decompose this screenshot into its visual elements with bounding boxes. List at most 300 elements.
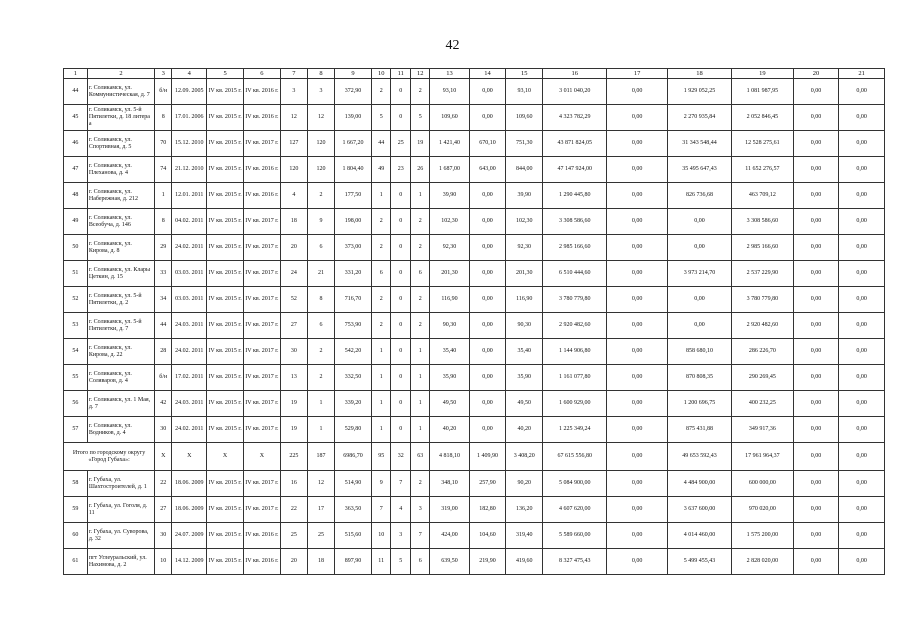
table-cell: IV кв. 2017 г. <box>244 235 281 261</box>
table-cell: 257,90 <box>469 471 506 497</box>
column-header: 9 <box>335 69 372 79</box>
address-cell: г. Соликамск, ул. Кирова, д. 8 <box>87 235 154 261</box>
table-cell: 0,00 <box>839 365 885 391</box>
table-cell: 23 <box>391 157 411 183</box>
table-cell: 6 <box>410 549 430 575</box>
table-cell: 19 <box>410 131 430 157</box>
table-cell: 12 <box>307 105 334 131</box>
address-cell: г. Соликамск, ул. Водников, д. 4 <box>87 417 154 443</box>
table-cell: 0,00 <box>607 391 668 417</box>
table-cell: 03.03. 2011 <box>172 287 207 313</box>
table-cell: 0,00 <box>839 523 885 549</box>
table-cell: 0,00 <box>607 79 668 105</box>
table-cell: 0,00 <box>839 105 885 131</box>
table-cell: 92,30 <box>506 235 543 261</box>
table-cell: 31 343 548,44 <box>667 131 731 157</box>
table-cell: 0,00 <box>793 287 839 313</box>
column-header: 1 <box>64 69 88 79</box>
table-cell: 1 687,00 <box>430 157 469 183</box>
table-cell: 0,00 <box>469 209 506 235</box>
table-cell: 139,00 <box>335 105 372 131</box>
table-cell: 0,00 <box>607 261 668 287</box>
column-header: 6 <box>244 69 281 79</box>
table-cell: 35 495 647,43 <box>667 157 731 183</box>
table-cell: 90,30 <box>430 313 469 339</box>
table-cell: 24.02. 2011 <box>172 417 207 443</box>
column-header: 12 <box>410 69 430 79</box>
table-cell: 12 528 275,61 <box>731 131 793 157</box>
table-row <box>64 183 885 209</box>
column-header: 4 <box>172 69 207 79</box>
table-row <box>64 471 885 497</box>
table-cell: 0,00 <box>607 339 668 365</box>
table-cell: 3 973 214,70 <box>667 261 731 287</box>
table-cell: 0 <box>391 287 411 313</box>
table-cell: 3 780 779,80 <box>731 287 793 313</box>
table-cell: 332,50 <box>335 365 372 391</box>
table-cell: 2 920 482,60 <box>731 313 793 339</box>
total-cell: 1 409,90 <box>469 443 506 471</box>
table-cell: IV кв. 2015 г. <box>207 79 244 105</box>
total-cell: 225 <box>280 443 307 471</box>
table-cell: 970 020,00 <box>731 497 793 523</box>
table-cell: IV кв. 2016 г. <box>244 523 281 549</box>
table-cell: 0,00 <box>469 391 506 417</box>
table-cell: 27 <box>155 497 172 523</box>
table-cell: 30 <box>155 523 172 549</box>
table-cell: 0,00 <box>839 417 885 443</box>
table-cell: 53 <box>64 313 88 339</box>
table-cell: 1 667,20 <box>335 131 372 157</box>
total-cell: 0,00 <box>793 443 839 471</box>
table-cell: 19 <box>280 417 307 443</box>
total-cell: X <box>155 443 172 471</box>
table-cell: 670,10 <box>469 131 506 157</box>
table-cell: 0,00 <box>793 79 839 105</box>
column-header: 19 <box>731 69 793 79</box>
table-cell: 22 <box>155 471 172 497</box>
table-cell: 0,00 <box>607 365 668 391</box>
column-header: 3 <box>155 69 172 79</box>
table-cell: 33 <box>155 261 172 287</box>
table-cell: 0,00 <box>793 497 839 523</box>
column-header: 15 <box>506 69 543 79</box>
total-label: Итого по городскому округу «Город Губаха»: <box>64 443 155 471</box>
table-cell: 18.06. 2009 <box>172 497 207 523</box>
total-cell: X <box>244 443 281 471</box>
table-cell: 55 <box>64 365 88 391</box>
table-cell: 870 808,35 <box>667 365 731 391</box>
table-cell: 0 <box>391 79 411 105</box>
total-cell: 187 <box>307 443 334 471</box>
table-cell: 4 484 900,00 <box>667 471 731 497</box>
column-header: 10 <box>371 69 391 79</box>
table-cell: 515,60 <box>335 523 372 549</box>
table-cell: IV кв. 2017 г. <box>244 471 281 497</box>
address-cell: г. Соликамск, ул. 5-й Пятилетки, д. 18 литера а <box>87 105 154 131</box>
table-cell: 102,30 <box>506 209 543 235</box>
table-cell: 48 <box>64 183 88 209</box>
table-cell: 1 <box>371 339 391 365</box>
table-cell: 127 <box>280 131 307 157</box>
table-cell: 12.01. 2011 <box>172 183 207 209</box>
table-cell: 643,00 <box>469 157 506 183</box>
table-row <box>64 339 885 365</box>
table-row <box>64 235 885 261</box>
table-cell: IV кв. 2015 г. <box>207 183 244 209</box>
table-cell: 1 600 929,00 <box>543 391 607 417</box>
table-cell: 19 <box>280 391 307 417</box>
table-cell: IV кв. 2015 г. <box>207 131 244 157</box>
table-cell: 1 <box>371 391 391 417</box>
table-cell: 2 <box>410 287 430 313</box>
table-cell: 2 <box>410 209 430 235</box>
table-cell: 0,00 <box>793 523 839 549</box>
table-cell: 21 <box>307 261 334 287</box>
table-cell: 3 <box>391 523 411 549</box>
table-cell: IV кв. 2015 г. <box>207 261 244 287</box>
table-cell: 0,00 <box>839 261 885 287</box>
table-cell: 844,00 <box>506 157 543 183</box>
table-cell: 11 652 276,57 <box>731 157 793 183</box>
table-cell: 0,00 <box>839 235 885 261</box>
table-cell: 0,00 <box>839 287 885 313</box>
table-cell: 0,00 <box>839 183 885 209</box>
column-header: 20 <box>793 69 839 79</box>
table-row <box>64 313 885 339</box>
table-cell: 57 <box>64 417 88 443</box>
table-cell: 0,00 <box>793 471 839 497</box>
column-header: 11 <box>391 69 411 79</box>
table-cell: 201,30 <box>430 261 469 287</box>
table-cell: 4 607 620,00 <box>543 497 607 523</box>
table-cell: 2 <box>410 235 430 261</box>
table-cell: 0,00 <box>793 209 839 235</box>
table-cell: 0 <box>391 417 411 443</box>
table-cell: 2 <box>410 471 430 497</box>
table-row <box>64 131 885 157</box>
column-header: 17 <box>607 69 668 79</box>
table-cell: 1 929 052,25 <box>667 79 731 105</box>
table-cell: 600 000,00 <box>731 471 793 497</box>
table-cell: 0,00 <box>469 339 506 365</box>
table-row <box>64 417 885 443</box>
table-cell: IV кв. 2016 г. <box>244 157 281 183</box>
table-cell: 43 871 824,05 <box>543 131 607 157</box>
table-cell: 286 226,70 <box>731 339 793 365</box>
address-cell: г. Губаха, ул. Гоголя, д. 11 <box>87 497 154 523</box>
table-cell: 35,90 <box>506 365 543 391</box>
table-cell: 39,90 <box>430 183 469 209</box>
table-row <box>64 261 885 287</box>
table-cell: 0,00 <box>839 79 885 105</box>
table-cell: 7 <box>410 523 430 549</box>
table-cell: 8 327 475,43 <box>543 549 607 575</box>
table-cell: 6 510 444,60 <box>543 261 607 287</box>
table-cell: 35,40 <box>430 339 469 365</box>
table-cell: 24.02. 2011 <box>172 339 207 365</box>
table-cell: 1 <box>371 183 391 209</box>
table-cell: 45 <box>64 105 88 131</box>
table-cell: 897,90 <box>335 549 372 575</box>
table-cell: 0,00 <box>667 287 731 313</box>
table-cell: 875 431,88 <box>667 417 731 443</box>
table-cell: 47 147 924,00 <box>543 157 607 183</box>
table-cell: 0,00 <box>793 417 839 443</box>
table-cell: 92,30 <box>430 235 469 261</box>
table-cell: 4 <box>280 183 307 209</box>
table-cell: 0,00 <box>839 209 885 235</box>
table-cell: 339,20 <box>335 391 372 417</box>
table-cell: 319,40 <box>506 523 543 549</box>
table-cell: 59 <box>64 497 88 523</box>
table-cell: 0 <box>391 365 411 391</box>
table-cell: 0,00 <box>793 365 839 391</box>
table-cell: 6 <box>307 235 334 261</box>
table-cell: IV кв. 2015 г. <box>207 339 244 365</box>
table-cell: 1 290 445,80 <box>543 183 607 209</box>
table-cell: 0,00 <box>469 105 506 131</box>
header-row <box>64 69 885 79</box>
table-cell: 5 084 900,00 <box>543 471 607 497</box>
table-cell: 3 <box>410 497 430 523</box>
table-cell: 70 <box>155 131 172 157</box>
table-cell: 44 <box>371 131 391 157</box>
address-cell: пгт Углеуральский, ул. Нахимова, д. 2 <box>87 549 154 575</box>
table-cell: 6 <box>410 261 430 287</box>
table-cell: IV кв. 2015 г. <box>207 365 244 391</box>
table-cell: 2 <box>371 209 391 235</box>
table-cell: 1 <box>410 183 430 209</box>
table-cell: 3 <box>307 79 334 105</box>
table-cell: 34 <box>155 287 172 313</box>
total-cell: 95 <box>371 443 391 471</box>
table-cell: 2 <box>307 365 334 391</box>
table-cell: 17.02. 2011 <box>172 365 207 391</box>
table-cell: 1 225 349,24 <box>543 417 607 443</box>
table-cell: 12 <box>307 471 334 497</box>
table-cell: 16 <box>280 471 307 497</box>
table-cell: 13 <box>280 365 307 391</box>
table-cell: 2 <box>410 313 430 339</box>
table-cell: 120 <box>280 157 307 183</box>
table-cell: 419,60 <box>506 549 543 575</box>
table-cell: IV кв. 2015 г. <box>207 391 244 417</box>
table-cell: 826 736,68 <box>667 183 731 209</box>
table-cell: 50 <box>64 235 88 261</box>
total-cell: 6986,70 <box>335 443 372 471</box>
table-cell: 0,00 <box>793 105 839 131</box>
table-cell: 3 011 040,20 <box>543 79 607 105</box>
table-cell: 5 <box>391 549 411 575</box>
table-cell: 753,90 <box>335 313 372 339</box>
table-cell: 5 589 660,00 <box>543 523 607 549</box>
table-cell: 18 <box>307 549 334 575</box>
table-row <box>64 287 885 313</box>
table-row <box>64 209 885 235</box>
table-cell: 42 <box>155 391 172 417</box>
total-cell: 67 615 556,80 <box>543 443 607 471</box>
table-cell: 0,00 <box>607 497 668 523</box>
table-cell: 1 144 906,80 <box>543 339 607 365</box>
table-cell: 2 <box>307 183 334 209</box>
table-cell: 39,90 <box>506 183 543 209</box>
table-cell: 331,20 <box>335 261 372 287</box>
table-cell: 0,00 <box>607 313 668 339</box>
table-cell: 5 <box>410 105 430 131</box>
table-cell: 30 <box>155 417 172 443</box>
total-cell: 17 961 964,37 <box>731 443 793 471</box>
table-cell: 2 985 166,60 <box>731 235 793 261</box>
table-cell: 20 <box>280 549 307 575</box>
table-cell: 24.03. 2011 <box>172 313 207 339</box>
table-cell: 7 <box>371 497 391 523</box>
table-cell: 49,50 <box>430 391 469 417</box>
table-cell: 51 <box>64 261 88 287</box>
table-cell: 44 <box>64 79 88 105</box>
table-cell: 0 <box>391 209 411 235</box>
table-cell: 0 <box>391 183 411 209</box>
table-cell: 2 052 846,45 <box>731 105 793 131</box>
table-cell: 463 709,12 <box>731 183 793 209</box>
column-header: 5 <box>207 69 244 79</box>
table-cell: 2 985 166,60 <box>543 235 607 261</box>
address-cell: г. Соликамск, ул. Клары Цеткин, д. 15 <box>87 261 154 287</box>
table-cell: 1 200 696,75 <box>667 391 731 417</box>
table-cell: IV кв. 2015 г. <box>207 523 244 549</box>
table-cell: 0,00 <box>793 183 839 209</box>
address-cell: г. Соликамск, ул. Всеобуча, д. 146 <box>87 209 154 235</box>
table-cell: IV кв. 2017 г. <box>244 391 281 417</box>
table-cell: 0,00 <box>839 131 885 157</box>
table-cell: 2 <box>307 339 334 365</box>
table-cell: 52 <box>280 287 307 313</box>
table-cell: 17.01. 2006 <box>172 105 207 131</box>
table-cell: 26 <box>410 157 430 183</box>
table-cell: 0 <box>391 339 411 365</box>
table-cell: 1 <box>410 391 430 417</box>
table-row <box>64 549 885 575</box>
column-header: 16 <box>543 69 607 79</box>
table-cell: 46 <box>64 131 88 157</box>
table-cell: IV кв. 2015 г. <box>207 549 244 575</box>
total-cell: 0,00 <box>839 443 885 471</box>
table-cell: 22 <box>280 497 307 523</box>
table-cell: IV кв. 2017 г. <box>244 131 281 157</box>
table-cell: 104,60 <box>469 523 506 549</box>
table-cell: 3 308 586,60 <box>543 209 607 235</box>
table-cell: 1 804,40 <box>335 157 372 183</box>
table-cell: 20 <box>280 235 307 261</box>
table-cell: 0,00 <box>839 391 885 417</box>
table-cell: 1 <box>410 365 430 391</box>
table-cell: 24.02. 2011 <box>172 235 207 261</box>
table-cell: 1 <box>371 365 391 391</box>
table-cell: 12 <box>280 105 307 131</box>
table-cell: 61 <box>64 549 88 575</box>
table-cell: 0,00 <box>607 157 668 183</box>
table-cell: 8 <box>155 209 172 235</box>
table-row <box>64 497 885 523</box>
table-cell: 24.07. 2009 <box>172 523 207 549</box>
table-cell: 0,00 <box>469 183 506 209</box>
table-cell: 29 <box>155 235 172 261</box>
table-cell: 0,00 <box>793 157 839 183</box>
table-cell: 0,00 <box>793 131 839 157</box>
table-cell: 1 <box>410 339 430 365</box>
table-cell: IV кв. 2015 г. <box>207 209 244 235</box>
table-cell: 14.12. 2009 <box>172 549 207 575</box>
table-cell: 8 <box>155 105 172 131</box>
table-cell: 04.02. 2011 <box>172 209 207 235</box>
table-body <box>64 79 885 575</box>
table-cell: 0 <box>391 261 411 287</box>
table-cell: 0,00 <box>793 339 839 365</box>
table-cell: 30 <box>280 339 307 365</box>
table-cell: IV кв. 2017 г. <box>244 339 281 365</box>
table-cell: 177,50 <box>335 183 372 209</box>
table-cell: 1 <box>410 417 430 443</box>
table-cell: 60 <box>64 523 88 549</box>
table-row <box>64 157 885 183</box>
table-cell: 18 <box>280 209 307 235</box>
table-cell: 15.12. 2010 <box>172 131 207 157</box>
address-cell: г. Соликамск, ул. 5-й Пятилетки, д. 2 <box>87 287 154 313</box>
table-cell: 0,00 <box>607 471 668 497</box>
table-cell: 5 <box>371 105 391 131</box>
table-cell: 90,30 <box>506 313 543 339</box>
table-cell: 0 <box>391 235 411 261</box>
table-cell: 47 <box>64 157 88 183</box>
table-cell: 0,00 <box>607 523 668 549</box>
table-cell: IV кв. 2017 г. <box>244 261 281 287</box>
table-cell: 348,10 <box>430 471 469 497</box>
table-cell: 372,90 <box>335 79 372 105</box>
table-cell: 0,00 <box>607 131 668 157</box>
table-cell: 49 <box>64 209 88 235</box>
total-cell: X <box>207 443 244 471</box>
table-cell: 6 <box>307 313 334 339</box>
table-cell: 0,00 <box>793 549 839 575</box>
total-cell: 49 653 592,43 <box>667 443 731 471</box>
table-cell: 1 081 987,95 <box>731 79 793 105</box>
table-cell: IV кв. 2017 г. <box>244 313 281 339</box>
total-cell: 32 <box>391 443 411 471</box>
table-cell: 18.06. 2009 <box>172 471 207 497</box>
total-row <box>64 443 885 471</box>
table-cell: 1 161 077,80 <box>543 365 607 391</box>
table-cell: 0,00 <box>469 417 506 443</box>
table-cell: 7 <box>391 471 411 497</box>
table-cell: IV кв. 2015 г. <box>207 417 244 443</box>
resettlement-table <box>63 68 885 575</box>
table-cell: 400 232,25 <box>731 391 793 417</box>
table-cell: 751,30 <box>506 131 543 157</box>
table-cell: 35,90 <box>430 365 469 391</box>
table-cell: 349 917,36 <box>731 417 793 443</box>
table-cell: 52 <box>64 287 88 313</box>
table-row <box>64 79 885 105</box>
table-cell: IV кв. 2015 г. <box>207 497 244 523</box>
address-cell: г. Соликамск, ул. Спортивная, д. 5 <box>87 131 154 157</box>
table-cell: 56 <box>64 391 88 417</box>
address-cell: г. Соликамск, ул. 5-й Пятилетки, д. 7 <box>87 313 154 339</box>
table-cell: 0,00 <box>469 287 506 313</box>
table-cell: 40,20 <box>430 417 469 443</box>
table-cell: 2 <box>371 313 391 339</box>
table-cell: 363,50 <box>335 497 372 523</box>
table-cell: 373,00 <box>335 235 372 261</box>
